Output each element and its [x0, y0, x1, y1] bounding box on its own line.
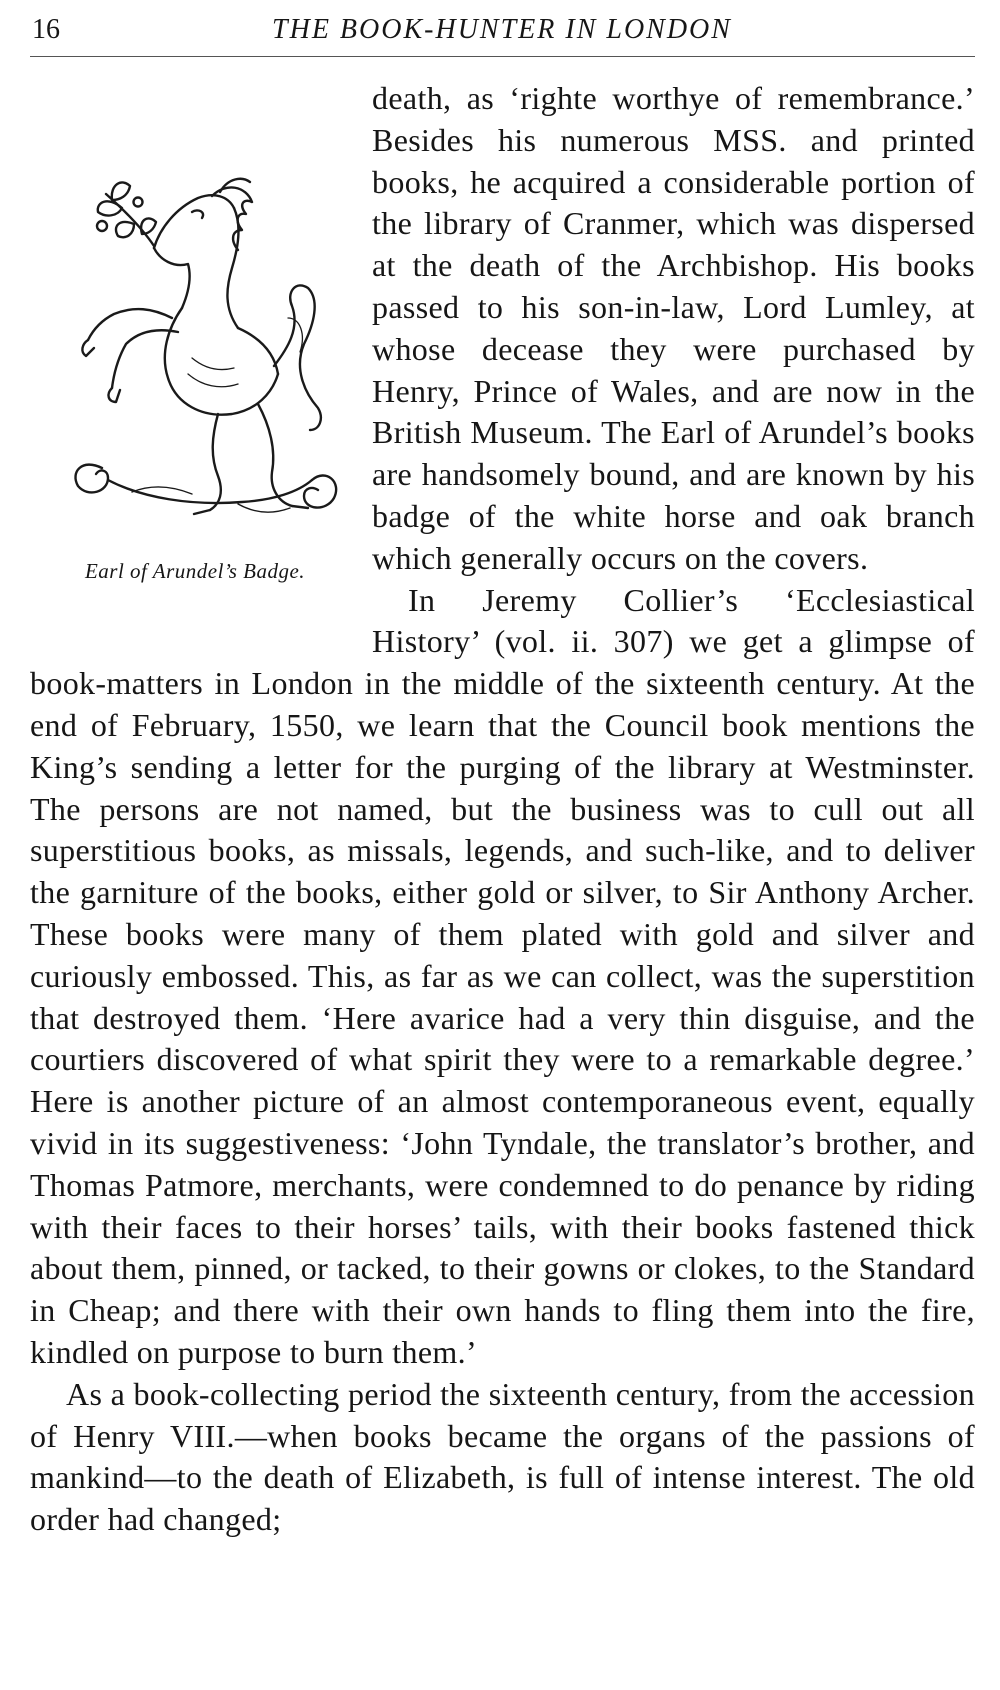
- running-title: THE BOOK-HUNTER IN LONDON: [272, 14, 732, 45]
- badge-figure: [30, 168, 360, 628]
- paragraph-continuation: [30, 78, 975, 583]
- body-text: [30, 78, 975, 1541]
- paragraph-collier: In Jeremy Collier’s ‘Ecclesiastical History’ (vol. ii. 307) we get a glimpse of book-matters in London in the middle of the sixteenth century. At the end of February, 1550, we learn that the Council book mentions the King’s sending a letter for the purging of the library at Westminster. The persons are not named, but the business was to cull out all superstitious books, as missals, legends, and such-like, and to deliver the garniture of the books, either gold or silver, to Sir Anthony Archer. These books were many of them plated with gold and silver and curiously embossed. This, as far as we can collect, was the superstition that destroyed them. ‘Here avarice had a very thin disguise, and the courtiers discovered of what spirit they were to a remarkable degree.’ Here is another picture of an almost contemporaneous event, equally vivid in its suggestiveness: ‘John Tyndale, the translator’s brother, and Thomas Patmore, merchants, were condemned to do penance by riding with their faces to their horses’ tails, with their books fastened thick about them, pinned, or tacked, to their gowns or clokes, to the Standard in Cheap; and there with their own hands to fling them into the fire, kindled on purpose to burn them.’: [30, 581, 975, 1370]
- running-head: [32, 4, 972, 48]
- white-horse-badge-icon: [42, 168, 342, 548]
- figure-caption: Earl of Arundel’s Badge.: [84, 559, 306, 583]
- paragraph-sixteenth-century: As a book-collecting period the sixteenth century, from the accession of Henry VIII.—when books became the organs of the passions of mankind—to the death of Elizabeth, is full of intense interest. The old order had changed;: [30, 1375, 975, 1538]
- page-number: 16: [32, 14, 60, 45]
- paragraph-1-text: death, as ‘righte worthye of remembrance.’ Besides his numerous MSS. and printed books, he acquired a considerable portion of the library of Cranmer, which was dispersed at the death of the Archbishop. His books passed to his son-in-law, Lord Lumley, at whose decease they were purchased by Henry, Prince of Wales, and are now in the British Museum. The Earl of Arundel’s books are handsomely bound, and are known by his badge of the white horse and oak branch which generally occurs on the covers.: [372, 80, 975, 576]
- header-rule: [30, 56, 975, 57]
